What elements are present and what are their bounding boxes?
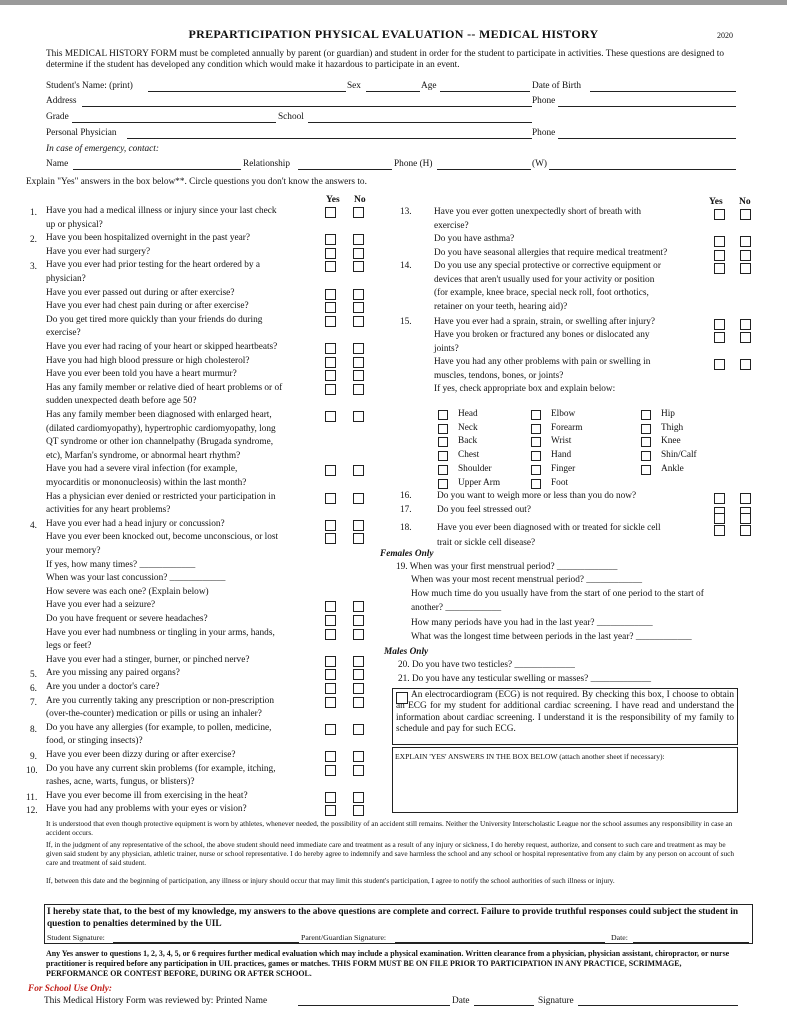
question-text: Have you been hospitalized overnight in the past year?: [46, 233, 250, 244]
yes-checkbox[interactable]: [325, 370, 336, 381]
body-part-checkbox[interactable]: [641, 410, 651, 420]
question-number: 15.: [400, 316, 412, 327]
body-part-label: Head: [458, 409, 478, 419]
question-text: Have you ever had numbness or tingling in your arms, hands,: [46, 627, 275, 638]
address-field[interactable]: [82, 106, 532, 107]
body-part-checkbox[interactable]: [438, 479, 448, 489]
body-part-checkbox[interactable]: [531, 424, 541, 434]
question-text: retainer on your teeth, hearing aid)?: [434, 301, 568, 312]
reviewed-by-name-field[interactable]: [298, 1005, 450, 1006]
question-text: If yes, check appropriate box and explain below:: [434, 384, 616, 394]
question-number: 16.: [400, 491, 412, 501]
question-number: 13.: [400, 207, 412, 217]
reviewed-date-label: Date: [452, 996, 470, 1006]
question-text: Do you want to weigh more or less than you do now?: [437, 491, 637, 501]
form-intro: This MEDICAL HISTORY FORM must be completed annually by parent (or guardian) and student in order for the student to participate in activities. These questions are designed to determine if the student has developed any condition which would make it hazardous to participate in an event.: [46, 49, 725, 70]
question-text: your memory?: [46, 546, 101, 556]
student-signature-field[interactable]: [113, 942, 299, 943]
no-checkbox[interactable]: [353, 520, 364, 531]
body-part-checkbox[interactable]: [438, 465, 448, 475]
yes-checkbox[interactable]: [325, 357, 336, 368]
emergency-name-label: Name: [46, 159, 69, 169]
body-part-label: Chest: [458, 450, 480, 461]
no-checkbox[interactable]: [353, 629, 364, 640]
no-checkbox[interactable]: [353, 669, 364, 680]
grade-field[interactable]: [72, 122, 276, 123]
right-yes-header: Yes: [709, 197, 723, 207]
yes-checkbox[interactable]: [325, 697, 336, 708]
yes-checkbox[interactable]: [714, 250, 725, 261]
grade-label: Grade: [46, 112, 69, 122]
no-checkbox[interactable]: [353, 302, 364, 313]
no-checkbox[interactable]: [740, 332, 751, 343]
explain-note: Explain "Yes" answers in the box below**. Circle questions you don't know the answers to.: [26, 177, 367, 187]
no-checkbox[interactable]: [353, 370, 364, 381]
age-label: Age: [421, 81, 437, 91]
no-checkbox[interactable]: [353, 411, 364, 422]
yes-checkbox[interactable]: [325, 302, 336, 313]
parent-signature-field[interactable]: [395, 942, 605, 943]
question-number: 2.: [30, 235, 37, 246]
question-number: 18.: [400, 523, 412, 533]
no-checkbox[interactable]: [740, 525, 751, 536]
question-text: Do you use any special protective or corrective equipment or: [434, 261, 661, 271]
reviewed-signature-label: Signature: [538, 996, 574, 1006]
female-q-another: another? ____________: [411, 603, 502, 613]
males-only-label: Males Only: [384, 647, 429, 657]
student-name-label: Student's Name: (print): [46, 81, 133, 91]
legal-paragraph-3: If, between this date and the beginning of participation, any illness or injury should occur that may limit this student's participation, I agree to notify the school authorities of such illness or injury.: [46, 876, 615, 885]
male-q-21: 21. Do you have any testicular swelling or masses? _____________: [398, 674, 652, 684]
yes-checkbox[interactable]: [325, 765, 336, 776]
yes-checkbox[interactable]: [325, 615, 336, 626]
body-part-label: Elbow: [551, 409, 576, 419]
question-text: Are you missing any paired organs?: [46, 668, 180, 679]
body-part-label: Thigh: [661, 422, 684, 433]
yes-checkbox[interactable]: [325, 792, 336, 803]
question-text: Have you ever had a stinger, burner, or pinched nerve?: [46, 654, 250, 665]
sex-field[interactable]: [366, 91, 420, 92]
question-text: sudden unexpected death before age 50?: [46, 396, 197, 407]
question-text: Have you broken or fractured any bones or dislocated any: [434, 330, 650, 340]
question-text: Do you have frequent or severe headaches?: [46, 614, 208, 624]
yes-checkbox[interactable]: [714, 209, 725, 220]
ecg-text: An electrocardiogram (ECG) is not required. By checking this box, I choose to obtain an ECG for my student for additional cardiac screening. I have read and understand the information about cardiac screening. I understand it is the responsibility of my family to schedule and pay for such ECG.: [396, 690, 734, 734]
body-part-label: Ankle: [661, 463, 684, 474]
question-text: Have you had any problems with your eyes or vision?: [46, 804, 247, 815]
emergency-label: In case of emergency, contact:: [46, 144, 159, 154]
no-checkbox[interactable]: [353, 683, 364, 694]
body-part-label: Hip: [661, 409, 675, 419]
question-text: If yes, how many times? ____________: [46, 559, 196, 570]
female-q-count: How many periods have you had in the last year? ____________: [411, 618, 653, 628]
question-number: 6.: [30, 684, 37, 694]
no-checkbox[interactable]: [353, 533, 364, 544]
no-checkbox[interactable]: [740, 263, 751, 274]
question-text: (for example, knee brace, special neck roll, foot orthotics,: [434, 288, 649, 298]
question-text: Have you had a medical illness or injury since your last check: [46, 206, 277, 216]
question-text: food, or stinging insects)?: [46, 736, 143, 747]
explain-answers-label: EXPLAIN 'YES' ANSWERS IN THE BOX BELOW (attach another sheet if necessary):: [395, 752, 665, 761]
question-number: 11.: [26, 792, 38, 803]
question-text: Do you feel stressed out?: [437, 505, 531, 515]
question-text: up or physical?: [46, 219, 103, 230]
question-number: 10.: [26, 765, 38, 776]
no-checkbox[interactable]: [740, 493, 751, 504]
no-checkbox[interactable]: [353, 357, 364, 368]
statement-text: I hereby state that, to the best of my knowledge, my answers to the above questions are complete and correct. Failure to provide truthful responses could subject the student in question to penalties determined by the UIL: [47, 907, 739, 929]
yes-checkbox[interactable]: [325, 207, 336, 218]
no-checkbox[interactable]: [353, 316, 364, 327]
no-checkbox[interactable]: [353, 465, 364, 476]
question-text: Have you had high blood pressure or high cholesterol?: [46, 355, 250, 366]
question-number: 14.: [400, 261, 412, 271]
question-text: physician?: [46, 274, 86, 284]
body-part-label: Wrist: [551, 436, 572, 447]
right-no-header: No: [739, 197, 751, 207]
question-number: 3.: [30, 262, 37, 273]
female-q-19: 19. When was your first menstrual period? _____________: [396, 562, 618, 572]
phone-w-label: (W): [532, 159, 547, 169]
yes-checkbox[interactable]: [325, 656, 336, 667]
left-yes-header: Yes: [326, 195, 340, 205]
no-checkbox[interactable]: [353, 248, 364, 259]
explain-answers-box[interactable]: [392, 747, 738, 813]
question-text: Do you have any allergies (for example, to pollen, medicine,: [46, 722, 272, 733]
legal-paragraph-2: If, in the judgment of any representative of the school, the above student should need immediate care and treatment as a result of any injury or sickness, I do hereby request, authorize, and consent to such care and treatment as may be given said student by any physician, athletic trainer, nurse or school representative. I do hereby agree to indemnify and save harmless the school and any school or hospital representative from any claim by any person on account of such care and treatment of said student.: [46, 840, 735, 867]
no-checkbox[interactable]: [353, 207, 364, 218]
question-number: 7.: [30, 697, 37, 708]
no-checkbox[interactable]: [353, 656, 364, 667]
question-number: 17.: [400, 505, 412, 515]
phone-w-field[interactable]: [549, 169, 736, 170]
physician-phone-label: Phone: [532, 128, 556, 138]
phone-field[interactable]: [558, 106, 736, 107]
question-number: 5.: [30, 670, 37, 681]
no-checkbox[interactable]: [740, 359, 751, 370]
statement-box: [44, 904, 753, 944]
yes-checkbox[interactable]: [325, 533, 336, 544]
female-q-longest: What was the longest time between periods in the last year? ____________: [411, 632, 692, 642]
body-part-checkbox[interactable]: [438, 410, 448, 420]
yes-checkbox[interactable]: [714, 319, 725, 330]
yes-checkbox[interactable]: [714, 359, 725, 370]
body-part-label: Neck: [458, 422, 478, 433]
question-text: Have you had any other problems with pain or swelling in: [434, 357, 651, 367]
reviewed-signature-field[interactable]: [578, 1005, 738, 1006]
question-text: Have you ever had prior testing for the heart ordered by a: [46, 260, 261, 271]
question-text: Have you ever become ill from exercising in the heat?: [46, 790, 248, 801]
question-text: Have you ever had chest pain during or after exercise?: [46, 301, 249, 312]
physician-field[interactable]: [127, 138, 532, 139]
body-part-checkbox[interactable]: [531, 410, 541, 420]
no-checkbox[interactable]: [353, 697, 364, 708]
body-part-label: Shoulder: [458, 463, 492, 474]
question-text: Has a physician ever denied or restricted your participation in: [46, 491, 276, 502]
phone-h-field[interactable]: [437, 169, 531, 170]
body-part-checkbox[interactable]: [531, 465, 541, 475]
question-text: exercise?: [434, 220, 469, 231]
school-use-label: For School Use Only:: [28, 984, 112, 994]
question-number: 9.: [30, 752, 37, 762]
question-number: 1.: [30, 208, 37, 218]
question-text: Have you ever had racing of your heart or skipped heartbeats?: [46, 342, 278, 352]
emergency-name-field[interactable]: [73, 169, 241, 170]
dob-label: Date of Birth: [532, 81, 582, 91]
question-text: Have you ever passed out during or after exercise?: [46, 287, 235, 298]
question-text: Have you ever been told you have a heart murmur?: [46, 369, 237, 380]
question-text: exercise?: [46, 328, 81, 339]
body-part-label: Finger: [551, 463, 576, 474]
yes-checkbox[interactable]: [325, 316, 336, 327]
yes-checkbox[interactable]: [325, 289, 336, 300]
question-text: trait or sickle cell disease?: [437, 538, 536, 548]
question-text: muscles, tendons, bones, or joints?: [434, 370, 564, 381]
yes-checkbox[interactable]: [714, 332, 725, 343]
question-text: (over-the-counter) medication or pills or using an inhaler?: [46, 709, 262, 720]
yes-checkbox[interactable]: [325, 261, 336, 272]
body-part-checkbox[interactable]: [438, 424, 448, 434]
yes-checkbox[interactable]: [325, 411, 336, 422]
question-text: Do you have seasonal allergies that require medical treatment?: [434, 247, 668, 258]
ecg-box: [392, 688, 738, 745]
female-q-time: How much time do you usually have from the start of one period to the start of: [411, 589, 704, 599]
parent-signature-label: Parent/Guardian Signature:: [301, 933, 387, 942]
no-checkbox[interactable]: [353, 493, 364, 504]
question-text: Have you ever been dizzy during or after exercise?: [46, 750, 236, 760]
no-checkbox[interactable]: [353, 601, 364, 612]
question-text: How severe was each one? (Explain below): [46, 586, 209, 597]
age-field[interactable]: [440, 91, 530, 92]
student-signature-label: Student Signature:: [47, 933, 105, 942]
yes-checkbox[interactable]: [325, 601, 336, 612]
question-text: activities for any heart problems?: [46, 505, 171, 516]
no-checkbox[interactable]: [353, 751, 364, 762]
question-text: etc), Marfan's syndrome, or abnormal heart rhythm?: [46, 450, 241, 461]
yes-checkbox[interactable]: [325, 629, 336, 640]
no-checkbox[interactable]: [353, 724, 364, 735]
body-part-checkbox[interactable]: [531, 451, 541, 461]
yes-checkbox[interactable]: [714, 513, 725, 524]
question-number: 8.: [30, 724, 37, 735]
question-text: Are you under a doctor's care?: [46, 682, 160, 692]
relationship-label: Relationship: [243, 159, 290, 169]
question-text: rashes, acne, warts, fungus, or blisters)?: [46, 777, 195, 788]
yes-checkbox[interactable]: [325, 724, 336, 735]
yes-checkbox[interactable]: [325, 805, 336, 816]
phone-h-label: Phone (H): [394, 159, 433, 169]
yes-checkbox[interactable]: [714, 493, 725, 504]
yes-checkbox[interactable]: [325, 465, 336, 476]
question-text: devices that aren't usually used for your activity or position: [434, 274, 655, 285]
body-part-label: Back: [458, 436, 478, 447]
no-checkbox[interactable]: [353, 289, 364, 300]
question-text: Do you get tired more quickly than your friends do during: [46, 314, 263, 325]
no-checkbox[interactable]: [353, 384, 364, 395]
no-checkbox[interactable]: [353, 234, 364, 245]
question-text: Do you have asthma?: [434, 234, 515, 244]
sex-label: Sex: [347, 81, 361, 91]
relationship-field[interactable]: [298, 169, 392, 170]
yes-checkbox[interactable]: [325, 343, 336, 354]
no-checkbox[interactable]: [740, 319, 751, 330]
body-part-label: Forearm: [551, 422, 583, 433]
school-label: School: [278, 112, 304, 122]
yes-checkbox[interactable]: [714, 236, 725, 247]
question-text: Has any family member been diagnosed with enlarged heart,: [46, 410, 272, 420]
no-checkbox[interactable]: [740, 513, 751, 524]
yes-checkbox[interactable]: [325, 248, 336, 259]
no-checkbox[interactable]: [740, 250, 751, 261]
female-q-recent: When was your most recent menstrual period? ____________: [411, 575, 643, 585]
signature-date-label: Date:: [611, 933, 628, 942]
question-number: 12.: [26, 806, 38, 817]
question-text: Have you ever had a head injury or concussion?: [46, 518, 225, 529]
body-part-checkbox[interactable]: [641, 437, 651, 447]
body-part-label: Foot: [551, 477, 569, 488]
no-checkbox[interactable]: [353, 765, 364, 776]
student-name-field[interactable]: [148, 91, 346, 92]
body-part-label: Shin/Calf: [661, 450, 697, 461]
yes-checkbox[interactable]: [714, 525, 725, 536]
male-q-20: 20. Do you have two testicles? _____________: [398, 660, 575, 670]
question-text: Have you ever had a seizure?: [46, 600, 156, 611]
address-label: Address: [46, 96, 77, 106]
question-text: Have you ever been diagnosed with or treated for sickle cell: [437, 523, 661, 533]
body-part-checkbox[interactable]: [641, 465, 651, 475]
no-checkbox[interactable]: [740, 209, 751, 220]
no-checkbox[interactable]: [740, 236, 751, 247]
yes-checkbox[interactable]: [325, 683, 336, 694]
question-text: Has any family member or relative died of heart problems or of: [46, 382, 283, 393]
question-text: Have you had a severe viral infection (for example,: [46, 464, 238, 475]
yes-checkbox[interactable]: [325, 384, 336, 395]
reviewed-by-label: This Medical History Form was reviewed by: Printed Name: [44, 996, 268, 1006]
question-text: legs or feet?: [46, 641, 92, 652]
body-part-checkbox[interactable]: [438, 451, 448, 461]
no-checkbox[interactable]: [353, 615, 364, 626]
body-part-label: Upper Arm: [458, 477, 501, 488]
question-text: When was your last concussion? ____________: [46, 573, 226, 584]
question-text: myocarditis or mononucleosis) within the last month?: [46, 478, 247, 488]
question-number: 4.: [30, 520, 37, 531]
question-text: Have you ever had a sprain, strain, or swelling after injury?: [434, 316, 655, 327]
females-only-label: Females Only: [380, 549, 434, 559]
footer-note: Any Yes answer to questions 1, 2, 3, 4, 5, or 6 requires further medical evaluation which may include a physical examination. Written clearance from a physician, physician assistant, chiropractor, or nurse practitioner is required before any participation in UIL practices, games or matches. THIS FORM MUST BE ON FILE PRIOR TO PARTICIPATION IN ANY PRACTICE, SCRIMMAGE, PERFORMANCE OR CONTEST BEFORE, DURING OR AFTER SCHOOL.: [46, 949, 730, 979]
legal-paragraph-1: It is understood that even though protective equipment is worn by athletes, whenever needed, the possibility of an accident still remains. Neither the University Interscholastic League nor the school assumes any responsibility in case an accident occurs.: [46, 819, 733, 837]
question-text: (dilated cardiomyopathy), hypertrophic cardiomyopathy, long: [46, 423, 276, 434]
question-text: Are you currently taking any prescription or non-prescription: [46, 695, 274, 706]
signature-date-field[interactable]: [633, 942, 749, 943]
body-part-label: Knee: [661, 436, 681, 447]
yes-checkbox[interactable]: [325, 751, 336, 762]
physician-label: Personal Physician: [46, 128, 117, 138]
question-text: QT syndrome or other ion channelpathy (Brugada syndrome,: [46, 437, 274, 448]
question-text: Have you ever had surgery?: [46, 246, 151, 257]
yes-checkbox[interactable]: [325, 493, 336, 504]
no-checkbox[interactable]: [353, 792, 364, 803]
yes-checkbox[interactable]: [714, 263, 725, 274]
body-part-checkbox[interactable]: [438, 437, 448, 447]
yes-checkbox[interactable]: [325, 669, 336, 680]
physician-phone-field[interactable]: [558, 138, 736, 139]
yes-checkbox[interactable]: [325, 520, 336, 531]
form-year: 2020: [717, 31, 733, 40]
school-field[interactable]: [308, 122, 532, 123]
body-part-checkbox[interactable]: [531, 437, 541, 447]
body-part-label: Hand: [551, 450, 572, 461]
question-text: joints?: [434, 343, 459, 354]
dob-field[interactable]: [590, 91, 736, 92]
phone-label: Phone: [532, 96, 556, 106]
body-part-checkbox[interactable]: [641, 424, 651, 434]
question-text: Do you have any current skin problems (for example, itching,: [46, 763, 276, 774]
no-checkbox[interactable]: [353, 343, 364, 354]
question-text: Have you ever been knocked out, become unconscious, or lost: [46, 532, 279, 543]
body-part-checkbox[interactable]: [641, 451, 651, 461]
yes-checkbox[interactable]: [325, 234, 336, 245]
no-checkbox[interactable]: [353, 805, 364, 816]
body-part-checkbox[interactable]: [531, 479, 541, 489]
form-title: PREPARTICIPATION PHYSICAL EVALUATION -- MEDICAL HISTORY: [188, 27, 599, 41]
reviewed-date-field[interactable]: [474, 1005, 534, 1006]
left-no-header: No: [354, 195, 366, 205]
no-checkbox[interactable]: [353, 261, 364, 272]
question-text: Have you ever gotten unexpectedly short of breath with: [434, 207, 642, 217]
